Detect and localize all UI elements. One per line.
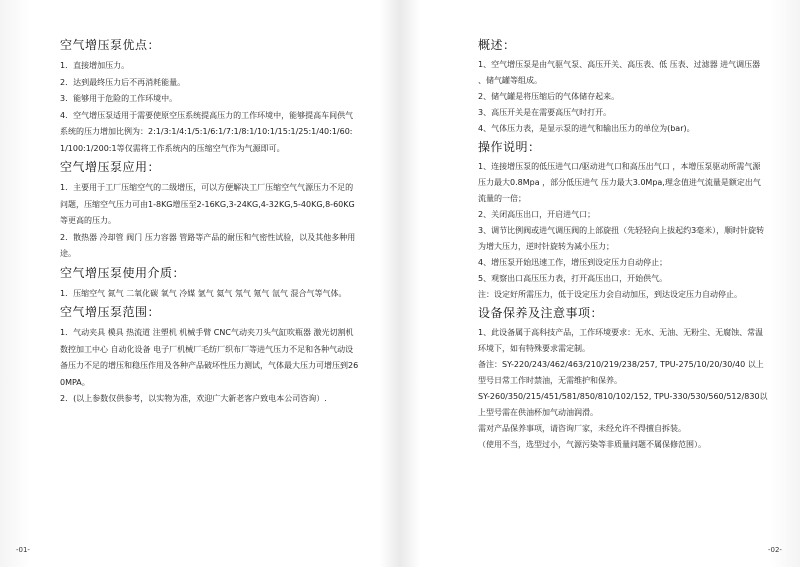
section-media [60, 266, 360, 303]
section-overview [478, 38, 768, 137]
paragraph: 3．能够用于危险的工作环境中。 [60, 94, 178, 103]
section-operation [478, 140, 768, 303]
paragraph: 1、此设备属于高科技产品，工作环境要求：无水、无油、无粉尘、无腐蚀、常温环境下，如有特殊要求需定制。 [478, 328, 764, 353]
paragraph: 3、调节比例阀或进气调压阀的上部旋扭（先轻轻向上拔起约3毫米），顺时针旋转为增大压力，逆时针旋转为减小压力； [478, 226, 765, 251]
page-number-right: -02- [768, 546, 782, 554]
paragraph: 备注：SY-220/243/462/463/210/219/238/257, TPU-275/10/20/30/40 以上型号日常工作时禁油，无需维护和保养。 [478, 360, 764, 385]
section-title: 设备保养及注意事项： [478, 306, 604, 320]
section-title: 空气增压泵使用介质： [60, 265, 186, 280]
section-advantages [60, 38, 360, 157]
section-title: 空气增压泵应用： [60, 160, 161, 174]
section-title: 概述： [478, 38, 516, 52]
page-number-left: -01- [16, 546, 30, 554]
paragraph: 4、增压泵开始迅速工作，增压到设定压力自动停止； [478, 258, 668, 267]
paragraph: 1．主要用于工厂压缩空气的二级增压，可以方便解决工厂压缩空气气源压力不足的问题，压缩空气压力可由1-8KG增压至2-16KG,3-24KG,4-32KG,5-40KG,8-60KG等更高的压力。 [60, 183, 355, 225]
paragraph: 1、连接增压泵的低压进气口/驱动进气口和高压出气口 ，本增压泵驱动所需气源压力最大0.8Mpa ，部分低压进气 压力最大3.0Mpa,理念值进气流量是额定出气流量的一倍； [478, 162, 761, 203]
section-title: 空气增压泵优点： [60, 38, 161, 52]
paragraph: 2、关闭高压出口，开启进气口； [478, 210, 596, 219]
paragraph: 2、储气罐是将压缩后的气体储存起来。 [478, 92, 620, 101]
section-applications [60, 160, 360, 263]
section-title: 操作说明： [478, 140, 541, 154]
paragraph: 4．空气增压泵适用于需要使原空压系统提高压力的工作环境中，能够提高车间供气系统的压力增加比例为：2:1/3:1/4:1/5:1/6:1/7:1/8:1/10:1/15:1/25:1/40:1/60:1/100:1/200:1等仅需将工作系统内的压缩空气作为气源即可。 [60, 110, 354, 153]
paragraph: 3、高压开关是在需要高压气时打开。 [478, 108, 612, 117]
section-title: 空气增压泵范围： [60, 305, 161, 319]
right-page [478, 38, 768, 456]
paragraph: 2．(以上参数仅供参考，以实物为准，欢迎广大新老客户致电本公司咨询）. [60, 394, 327, 403]
paragraph: 5、观察出口高压压力表，打开高压出口，开始供气。 [478, 274, 668, 283]
paragraph: 1．气动夹具 模具 热流道 注塑机 机械手臂 CNC气动夹刀头气缸吹瓶器 激光切割机 数控加工中心 自动化设备 电子厂机械厂毛纺厂织布厂等进气压力不足和各种气动设备压力不足的增压和稳压作用及各种产品破坏性压力测试，气体最大压力可增压到260MPA。 [60, 328, 359, 387]
paragraph: 1．直接增加压力。 [60, 61, 130, 70]
paragraph: 注：设定好所需压力，低于设定压力会自动加压，到达设定压力自动停止。 [478, 290, 742, 299]
paragraph: 2．达到最终压力后不再消耗能量。 [60, 77, 186, 87]
left-page [60, 38, 360, 411]
paragraph: 4、气体压力表，是显示泵的进气和输出压力的单位为(bar)。 [478, 124, 695, 133]
paragraph: 2．散热器 冷却管 阀门 压力容器 管路等产品的耐压和气密性试验，以及其他多种用途。 [60, 232, 356, 258]
paragraph: 1．压缩空气 氮气 二氧化碳 氧气 冷媒 氩气 氦气 氖气 氪气 氙气 混合气等气体。 [60, 288, 347, 298]
paragraph: 需对产品保养事项，请咨询厂家，未经允许不得擅自拆装。 [478, 424, 686, 433]
paragraph: SY-260/350/215/451/581/850/810/102/152, TPU-330/530/560/512/830以上型号需在供油杯加气动油润滑。 [478, 392, 768, 417]
section-scope [60, 305, 360, 408]
section-maintenance [478, 306, 768, 453]
paragraph: 1、空气增压泵是由气驱气泵、高压开关、高压表、低 压表、过滤器 进气调压器 、储气罐等组成。 [478, 60, 761, 85]
paragraph: （使用不当，选型过小，气源污染等非质量问题不属保修范围）。 [478, 440, 706, 449]
